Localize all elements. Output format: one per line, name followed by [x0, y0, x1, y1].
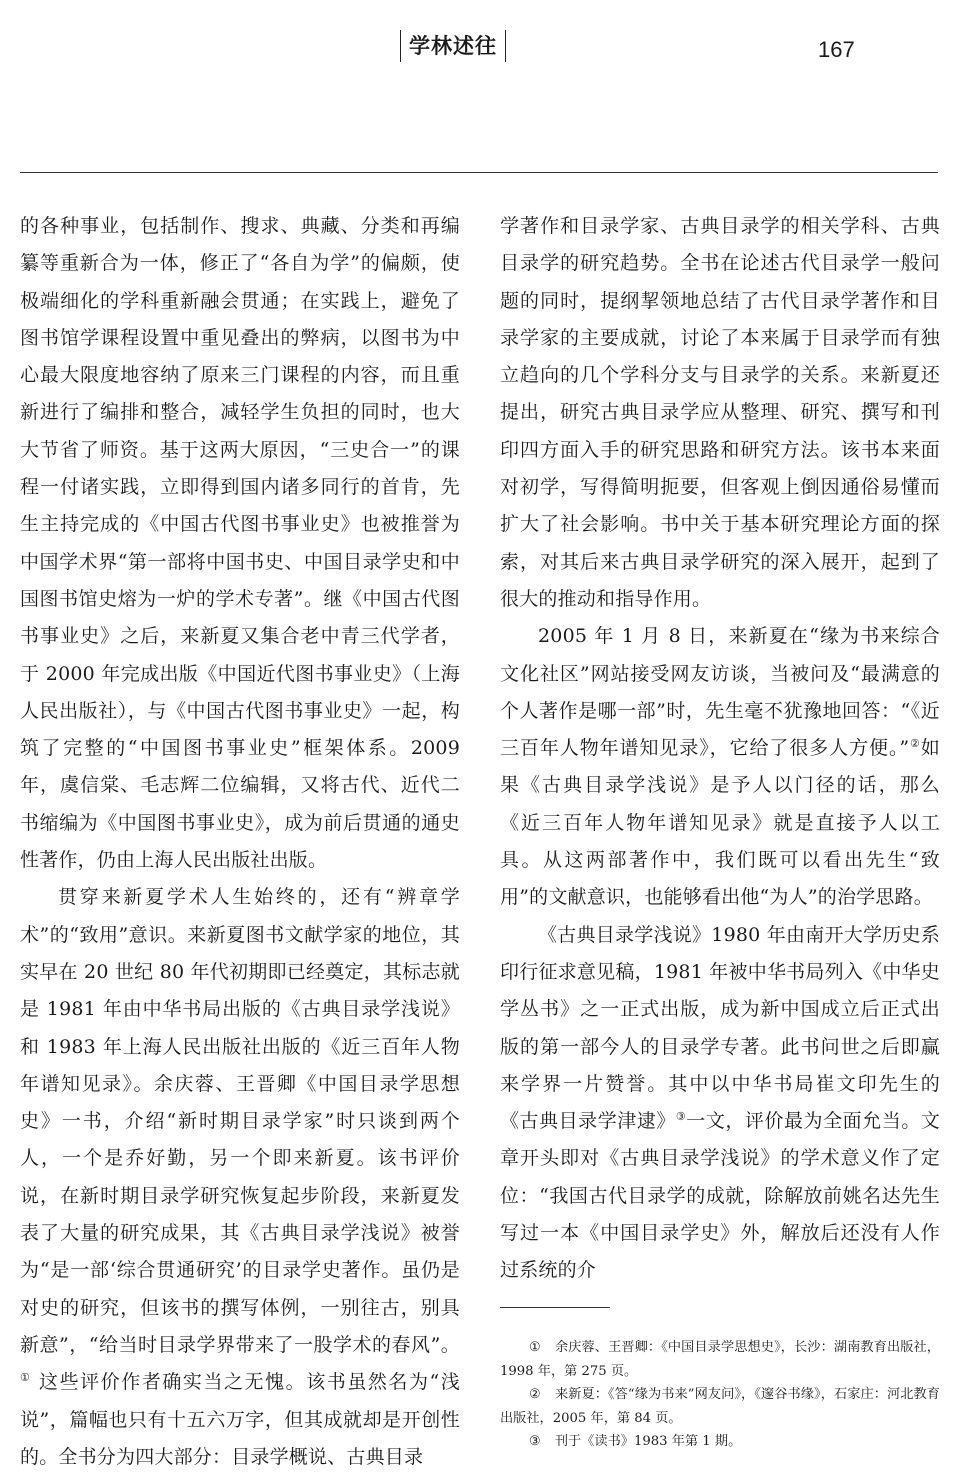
footnote-rule — [500, 1307, 610, 1308]
paragraph-text: 2005 年 1 月 8 日，来新夏在“缘为书来综合文化社区”网站接受网友访谈，当被问及“最满意的个人著作是哪一部”时，先生毫不犹豫地回答：“《近三百年人物年谱知见录》，它给了很多人方便。” — [500, 625, 940, 760]
footnote-text: 余庆蓉、王晋卿：《中国目录学思想史》，长沙：湖南教育出版社，1998 年，第 275 页。 — [500, 1340, 940, 1379]
footnote-mark: ② — [529, 1387, 541, 1402]
footnote-text: 刊于《读书》1983 年第 1 期。 — [554, 1434, 742, 1449]
paragraph — [20, 879, 460, 1476]
footnotes — [500, 1336, 940, 1454]
paragraph: 学著作和目录学家、古典目录学的相关学科、古典目录学的研究趋势。全书在论述古代目录学一般问题的同时，提纲挈领地总结了古代目录学著作和目录学家的主要成就，讨论了本来属于目录学而有独立趋向的几个学科分支与目录学的关系。来新夏还提出，研究古典目录学应从整理、研究、撰写和刊印四方面入手的研究思路和研究方法。该书本来面对初学，写得简明扼要，但客观上倒因通俗易懂而扩大了社会影响。书中关于基本研究理论方面的探索，对其后来古典目录学研究的深入展开，起到了很大的推动和指导作用。 — [500, 215, 940, 610]
paragraph: 的各种事业，包括制作、搜求、典藏、分类和再编纂等重新合为一体，修正了“各自为学”的偏颇，使极端细化的学科重新融会贯通；在实践上，避免了图书馆学课程设置中重见叠出的弊病，以图书为中心最大限度地容纳了原来三门课程的内容，而且重新进行了编排和整合，减轻学生负担的同时，也大大节省了师资。基于这两大原因，“三史合一”的课程一付诸实践，立即得到国内诸多同行的首肯，先生主持完成的《中国古代图书事业史》也被推誉为中国学术界“第一部将中国书史、中国目录学史和中国图书馆史熔为一炉的学术专著”。继《中国古代图书事业史》之后，来新夏又集合老中青三代学者，于 2000 年完成出版《中国近代图书事业史》（上海人民出版社），与《中国古代图书事业史》一起，构筑了完整的“中国图书事业史”框架体系。2009 年，虞信棠、毛志辉二位编辑，又将古代、近代二书缩编为《中国图书事业史》，成为前后贯通的通史性著作，仍由上海人民出版社出版。 — [20, 215, 460, 872]
paragraph-text: 贯穿来新夏学术人生始终的，还有“辨章学术”的“致用”意识。来新夏图书文献学家的地位，其实早在 20 世纪 80 年代初期即已经奠定，其标志就是 1981 年由中华书局出版的《古典目录学浅说》和 1983 年上海人民出版社出版的《近三百年人物年谱知见录》。余庆蓉、王晋卿《中国目录学思想史》一书，介绍“新时期目录学家”时只谈到两个人，一个是乔好勤，另一个即来新夏。该书评价说，在新时期目录学研究恢复起步阶段，来新夏发表了大量的研究成果，其《古典目录学浅说》被誉为“是一部‘综合贯通研究’的目录学史著作。虽仍是对史的研究，但该书的撰写体例，一别往古，别具新意”，“给当时目录学界带来了一股学术的春风”。 — [20, 886, 460, 1356]
footnote-ref[interactable]: ② — [909, 737, 921, 751]
footnote — [500, 1383, 940, 1430]
page-number: 167 — [818, 37, 855, 62]
paragraph-text: 这些评价作者确实当之无愧。该书虽然名为“浅说”，篇幅也只有十五六万字，但其成就却是开创性的。全书分为四大部分：目录学概说、古典目录 — [20, 1371, 461, 1468]
header-rule — [20, 172, 938, 173]
footnote-mark: ③ — [529, 1434, 541, 1449]
paragraph-text: 一文，评价最为全面允当。文章开头即对《古典目录学浅说》的学术意义作了定位：“我国古代目录学的成就，除解放前姚名达先生写过一本《中国目录学史》外，解放后还没有人作过系统的介 — [500, 1110, 940, 1282]
page-header — [0, 0, 958, 120]
footnote-ref[interactable]: ① — [20, 1371, 32, 1385]
left-column — [20, 208, 460, 1468]
footnote — [500, 1336, 940, 1383]
footnote-mark: ① — [529, 1340, 541, 1355]
footnote-text: 来新夏：《答“缘为书来”网友问》，《邃谷书缘》，石家庄：河北教育出版社，2005 年，第 84 页。 — [500, 1387, 940, 1426]
right-column — [500, 208, 940, 1298]
footnote — [500, 1430, 940, 1454]
paragraph — [500, 618, 940, 916]
paragraph-text: 如果《古典目录学浅说》是予人以门径的话，那么《近三百年人物年谱知见录》就是直接予人以工具。从这两部著作中，我们既可以看出先生“致用”的文献意识，也能够看出他“为人”的治学思路。 — [500, 737, 940, 909]
paragraph — [500, 917, 940, 1290]
section-title: 学林述往 — [400, 30, 506, 62]
footnote-ref[interactable]: ③ — [675, 1110, 687, 1124]
paragraph-text: 《古典目录学浅说》1980 年由南开大学历史系印行征求意见稿，1981 年被中华书局列入《中华史学丛书》之一正式出版，成为新中国成立后正式出版的第一部今人的目录学专著。此书问世之后即赢来学界一片赞誉。其中以中华书局崔文印先生的《古典目录学津逮》 — [500, 923, 940, 1133]
